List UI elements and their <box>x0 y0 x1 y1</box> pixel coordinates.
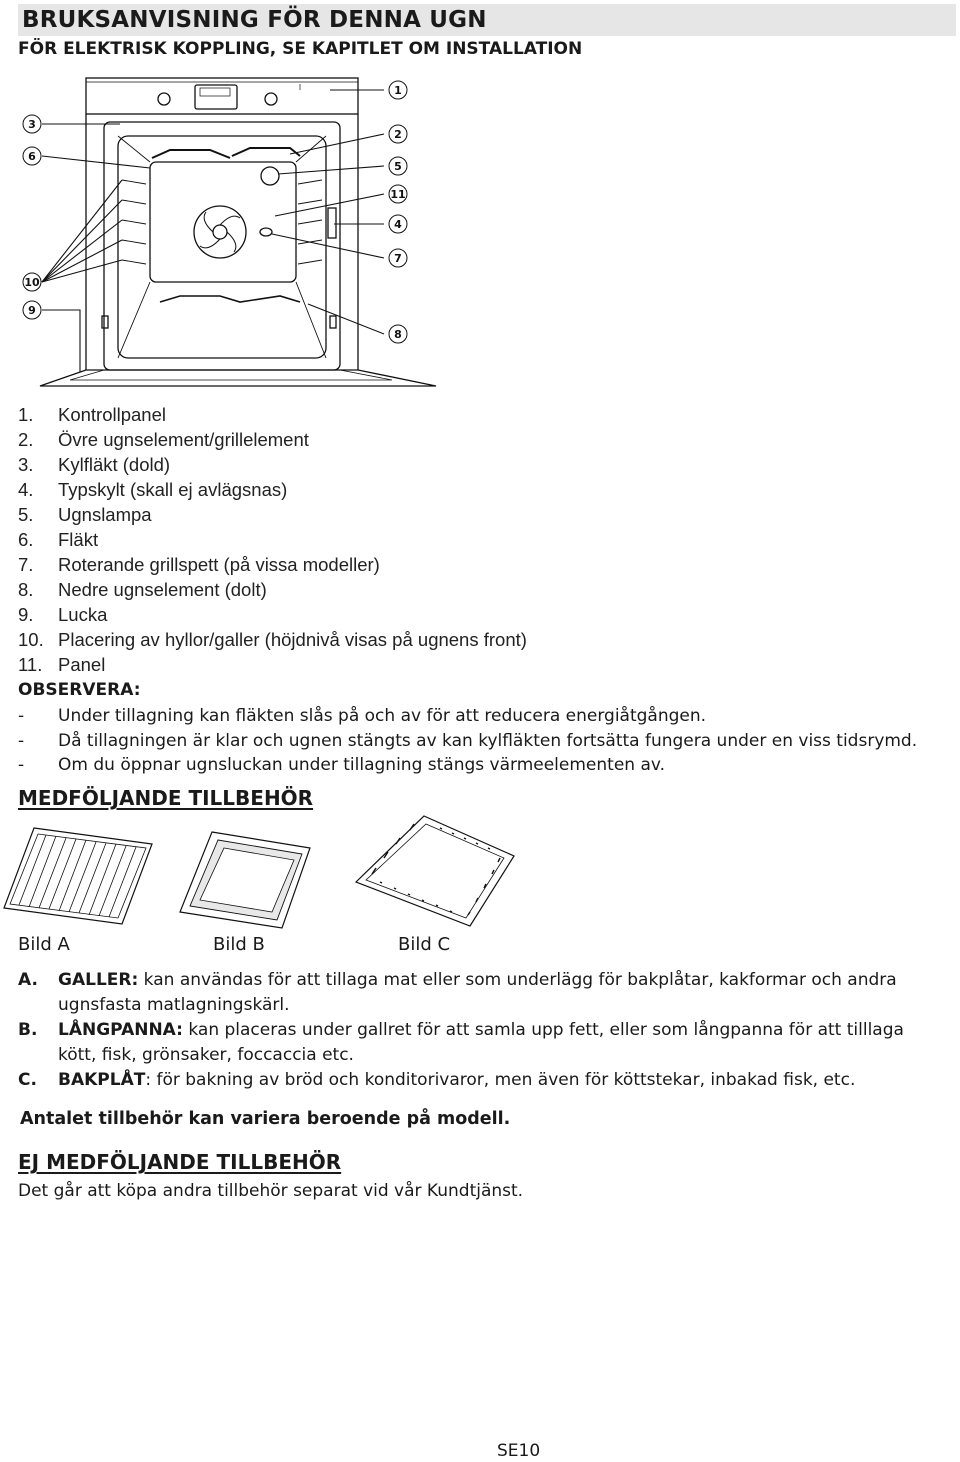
not-included-text: Det går att köpa andra tillbehör separat vid vår Kundtjänst. <box>18 1181 524 1201</box>
list-item: 9. Lucka <box>18 604 108 625</box>
callout-5 <box>389 157 407 175</box>
caption-c: Bild C <box>398 934 451 955</box>
callout-4 <box>389 215 407 233</box>
svg-text:6: 6 <box>28 150 36 163</box>
observe-title: OBSERVERA: <box>18 680 141 700</box>
callout-9 <box>23 301 41 319</box>
oven-diagram <box>0 70 440 392</box>
fan <box>194 206 246 258</box>
not-included-heading: EJ MEDFÖLJANDE TILLBEHÖR <box>18 1150 342 1174</box>
rating-plate <box>328 208 336 238</box>
list-item: 1. Kontrollpanel <box>18 404 166 425</box>
callout-3 <box>23 115 41 133</box>
list-item: A. GALLER: kan användas för att tillaga mat eller som underlägg för bakplåtar, kakformar och andra ugnsfasta matlagningskärl. <box>18 970 897 1015</box>
list-item: 5. Ugnslampa <box>18 504 152 525</box>
svg-text:7: 7 <box>394 252 402 265</box>
svg-text:10: 10 <box>24 276 40 289</box>
list-item: 6. Fläkt <box>18 529 99 550</box>
svg-text:4: 4 <box>394 218 402 231</box>
wire-rack-image <box>4 828 152 924</box>
list-item: - Under tillagning kan fläkten slås på och av för att reducera energiåtgången. <box>18 706 707 726</box>
callout-7 <box>389 249 407 267</box>
svg-text:2: 2 <box>394 128 402 141</box>
list-item: 2. Övre ugnselement/grillelement <box>18 429 309 450</box>
svg-text:8: 8 <box>394 328 402 341</box>
accessories-illustration <box>0 812 540 932</box>
page-subtitle: FÖR ELEKTRISK KOPPLING, SE KAPITLET OM INSTALLATION <box>18 39 583 59</box>
page-number: SE10 <box>497 1441 541 1461</box>
list-item: 11. Panel <box>18 654 106 675</box>
svg-text:1: 1 <box>394 84 402 97</box>
list-item: - Om du öppnar ugnsluckan under tillagning stängs värmeelementen av. <box>18 755 666 775</box>
list-item: 3. Kylfläkt (dold) <box>18 454 171 475</box>
svg-text:5: 5 <box>394 160 402 173</box>
callout-10 <box>23 273 41 291</box>
callout-1 <box>389 81 407 99</box>
list-item: 8. Nedre ugnselement (dolt) <box>18 579 267 600</box>
baking-tray-image <box>356 816 514 926</box>
list-item: - Då tillagningen är klar och ugnen stängts av kan kylfläkten fortsätta fungera under en viss tidsrymd. <box>18 730 918 751</box>
list-item: 7. Roterande grillspett (på vissa modeller) <box>18 554 380 575</box>
list-item: C. BAKPLÅT: för bakning av bröd och konditorivaror, men även för köttstekar, inbakad fisk, etc. <box>18 1070 856 1090</box>
observe-list <box>18 704 917 778</box>
deep-pan-image <box>180 832 310 928</box>
parts-list <box>18 402 527 677</box>
caption-b: Bild B <box>213 934 265 955</box>
included-heading: MEDFÖLJANDE TILLBEHÖR <box>18 786 314 810</box>
callout-11 <box>389 185 407 203</box>
accessory-descriptions <box>18 968 938 1093</box>
list-item: 4. Typskylt (skall ej avlägsnas) <box>18 479 288 500</box>
oven-door <box>40 370 436 386</box>
title-bar <box>18 4 956 36</box>
svg-text:3: 3 <box>28 118 36 131</box>
callout-8 <box>389 325 407 343</box>
callout-2 <box>389 125 407 143</box>
svg-text:11: 11 <box>390 188 406 201</box>
caption-a: Bild A <box>18 934 70 955</box>
page-title: BRUKSANVISNING FÖR DENNA UGN <box>22 7 487 33</box>
accessories-note: Antalet tillbehör kan variera beroende på modell. <box>20 1109 511 1129</box>
list-item: 10. Placering av hyllor/galler (höjdnivå visas på ugnens front) <box>18 629 527 650</box>
callout-6 <box>23 147 41 165</box>
svg-text:9: 9 <box>28 304 36 317</box>
list-item: B. LÅNGPANNA: kan placeras under gallret för att samla upp fett, eller som långpanna för att tilllaga kött, fisk, grönsaker, foccaccia etc. <box>18 1020 904 1065</box>
oven-lamp <box>261 167 279 185</box>
